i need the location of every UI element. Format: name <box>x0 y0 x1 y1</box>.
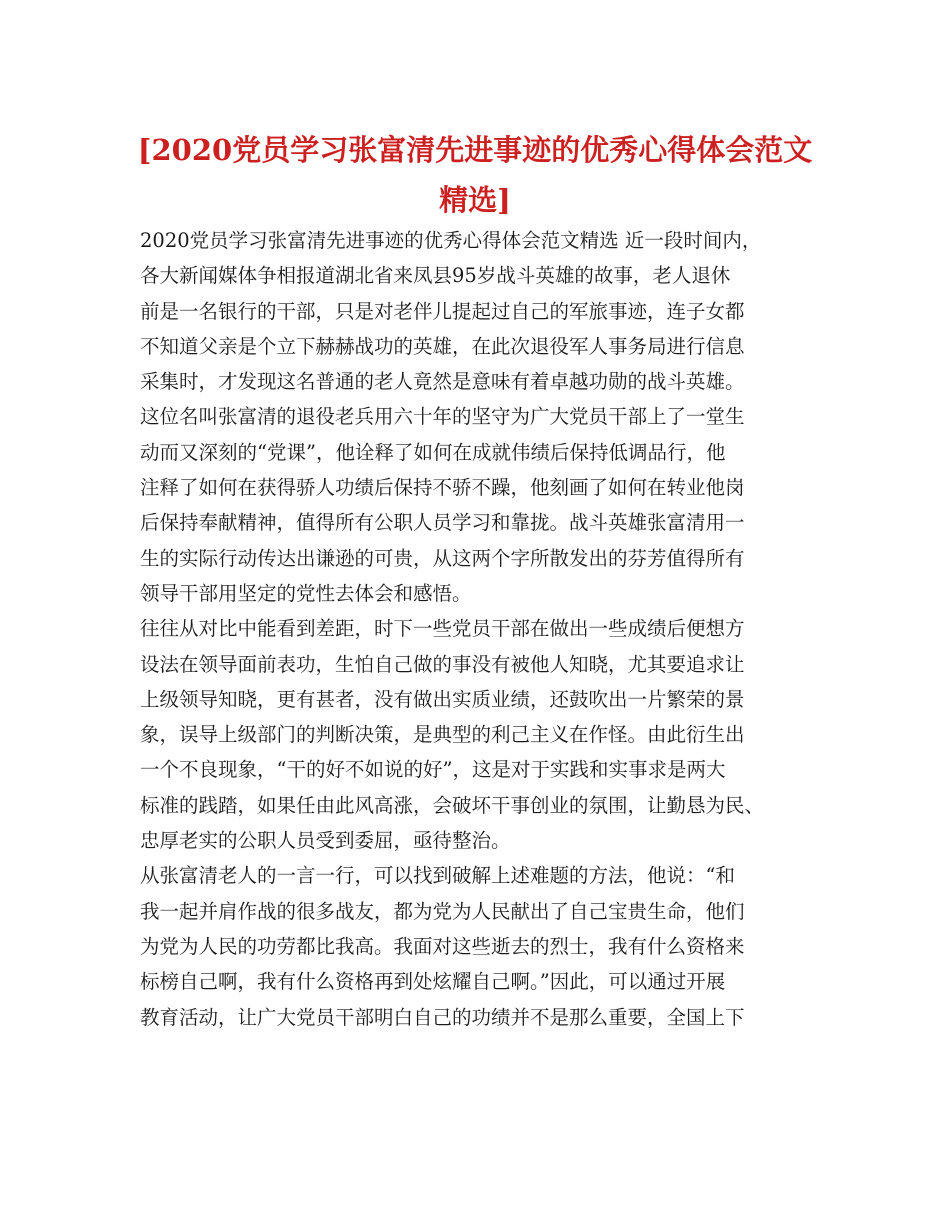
body-line: 不知道父亲是个立下赫赫战功的英雄，在此次退役军人事务局进行信息 <box>140 334 745 358</box>
body-line: 前是一名银行的干部，只是对老伴儿提起过自己的军旅事迹，连子女都 <box>140 299 745 323</box>
body-line: 上级领导知晓，更有甚者，没有做出实质业绩，还鼓吹出一片繁荣的景 <box>140 687 745 711</box>
body-line: 采集时，才发现这名普通的老人竟然是意味有着卓越功勋的战斗英雄。 <box>140 370 745 394</box>
document-body <box>140 223 820 1035</box>
body-line: 一个不良现象，“干的好不如说的好”，这是对于实践和实事求是两大 <box>140 758 726 782</box>
body-line: 往往从对比中能看到差距，时下一些党员干部在做出一些成绩后便想方 <box>140 617 745 641</box>
body-line: 从张富清老人的一言一行，可以找到破解上述难题的方法，他说：“和 <box>140 864 735 888</box>
body-line: 2020党员学习张富清先进事迹的优秀心得体会范文精选 近一段时间内， <box>140 229 762 252</box>
body-line: 这位名叫张富清的退役老兵用六十年的坚守为广大党员干部上了一堂生 <box>140 405 745 429</box>
body-line: 标准的践踏，如果任由此风高涨，会破坏干事创业的氛围，让勤恳为民、 <box>140 793 765 817</box>
body-line: 象，误导上级部门的判断决策，是典型的利己主义在作怪。由此衍生出 <box>140 723 745 747</box>
body-line: 领导干部用坚定的党性去体会和感悟。 <box>140 581 472 605</box>
body-line: 我一起并肩作战的很多战友，都为党为人民献出了自己宝贵生命，他们 <box>140 899 745 923</box>
body-line: 设法在领导面前表功，生怕自己做的事没有被他人知晓，尤其要追求让 <box>140 652 745 676</box>
body-line: 教育活动，让广大党员干部明白自己的功绩并不是那么重要，全国上下 <box>140 1005 745 1029</box>
body-line: 为党为人民的功劳都比我高。我面对这些逝去的烈士，我有什么资格来 <box>140 934 745 958</box>
body-line: 注释了如何在获得骄人功绩后保持不骄不躁，他刻画了如何在转业他岗 <box>140 476 745 500</box>
body-line: 生的实际行动传达出谦逊的可贵，从这两个字所散发出的芬芳值得所有 <box>140 546 745 570</box>
document-title-line-2: 精选] <box>439 183 511 217</box>
body-line: 动而又深刻的“党课”，他诠释了如何在成就伟绩后保持低调品行，他 <box>140 440 726 464</box>
body-line: 忠厚老实的公职人员受到委屈，亟待整治。 <box>140 829 511 853</box>
document-title-line-1: [2020党员学习张富清先进事迹的优秀心得体会范文 <box>137 133 813 167</box>
body-line: 后保持奉献精神，值得所有公职人员学习和靠拢。战斗英雄张富清用一 <box>140 511 745 535</box>
body-line: 标榜自己啊，我有什么资格再到处炫耀自己啊。”因此，可以通过开展 <box>140 970 726 994</box>
body-line: 各大新闻媒体争相报道湖北省来凤县95岁战斗英雄的故事，老人退休 <box>140 264 731 288</box>
